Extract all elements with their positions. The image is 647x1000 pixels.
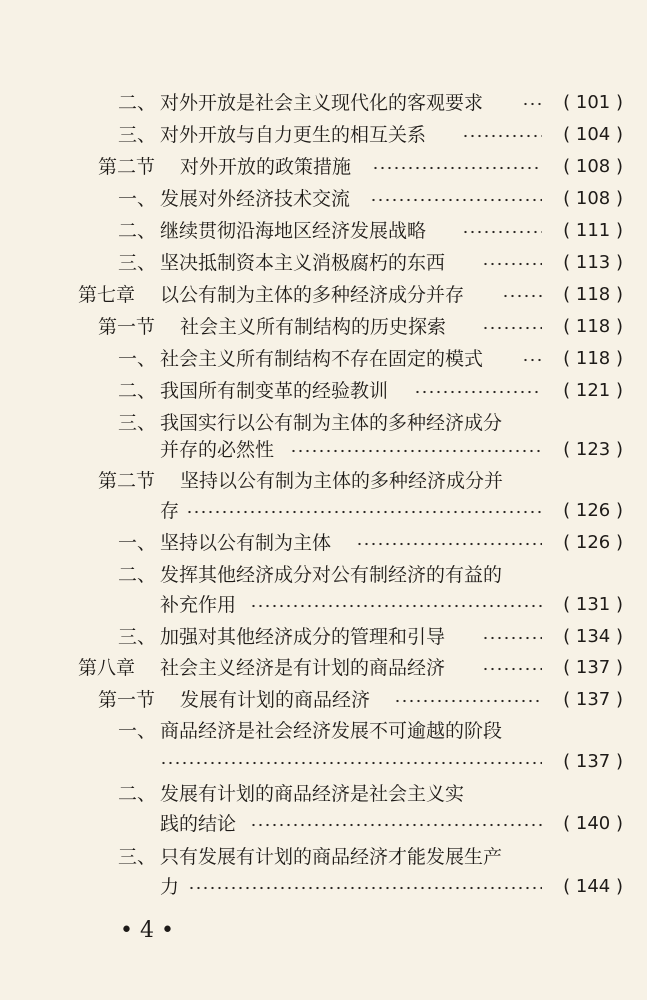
toc-entry-prefix: 三、 xyxy=(118,846,157,868)
toc-page-number: ( 144 ) xyxy=(563,876,623,897)
toc-entry-prefix: 一、 xyxy=(118,188,157,210)
toc-entry xyxy=(0,280,647,310)
toc-entry-title: 力 xyxy=(160,876,180,898)
toc-entry-title: 发展有计划的商品经济 xyxy=(180,689,371,711)
toc-entry-title: 发展有计划的商品经济是社会主义实 xyxy=(160,783,465,805)
toc-entry xyxy=(0,685,647,715)
toc-page-number: ( 118 ) xyxy=(563,316,623,337)
toc-entry-title: 继续贯彻沿海地区经济发展战略 xyxy=(160,220,427,242)
toc-entry-title: 对外开放是社会主义现代化的客观要求 xyxy=(160,92,484,114)
toc-entry xyxy=(0,344,647,374)
toc-entry-prefix: 第二节 xyxy=(98,156,156,178)
toc-entry xyxy=(0,528,647,558)
toc-leader-dots xyxy=(186,510,542,514)
toc-leader-dots xyxy=(394,699,542,703)
toc-page-number: ( 118 ) xyxy=(563,348,623,369)
toc-entry-prefix: 三、 xyxy=(118,252,157,274)
toc-entry xyxy=(0,842,647,872)
toc-page-number: ( 123 ) xyxy=(563,439,623,460)
toc-entry-prefix: 二、 xyxy=(118,220,157,242)
toc-entry xyxy=(0,312,647,342)
toc-entry-title: 发展对外经济技术交流 xyxy=(160,188,351,210)
toc-entry xyxy=(0,466,647,496)
toc-entry xyxy=(0,653,647,683)
toc-page-number: ( 108 ) xyxy=(563,188,623,209)
toc-entry xyxy=(0,779,647,809)
toc-leader-dots xyxy=(370,198,542,202)
toc-entry xyxy=(0,560,647,590)
toc-entry-title: 存 xyxy=(160,500,180,522)
toc-page-number: ( 131 ) xyxy=(563,594,623,615)
toc-page-number: ( 126 ) xyxy=(563,500,623,521)
toc-entry xyxy=(0,408,647,438)
toc-entry xyxy=(0,376,647,406)
toc-leader-dots xyxy=(482,262,542,266)
toc-leader-dots xyxy=(160,761,542,765)
toc-entry-prefix: 第二节 xyxy=(98,470,156,492)
toc-page-number: ( 108 ) xyxy=(563,156,623,177)
toc-entry-prefix: 三、 xyxy=(118,124,157,146)
toc-entry xyxy=(0,622,647,652)
toc-leader-dots xyxy=(356,542,542,546)
page-number-footer: • 4 • xyxy=(120,918,174,943)
toc-page-number: ( 137 ) xyxy=(563,689,623,710)
toc-page-number: ( 118 ) xyxy=(563,284,623,305)
toc-page-number: ( 113 ) xyxy=(563,252,623,273)
toc-entry-prefix: 二、 xyxy=(118,564,157,586)
toc-entry xyxy=(0,747,647,777)
toc-entry-title: 商品经济是社会经济发展不可逾越的阶段 xyxy=(160,720,503,742)
toc-leader-dots xyxy=(522,358,542,362)
toc-entry-title: 对外开放与自力更生的相互关系 xyxy=(160,124,427,146)
toc-leader-dots xyxy=(414,390,542,394)
toc-page-number: ( 101 ) xyxy=(563,92,623,113)
toc-entry xyxy=(0,184,647,214)
toc-entry-prefix: 一、 xyxy=(118,532,157,554)
toc-page-number: ( 140 ) xyxy=(563,813,623,834)
toc-entry-title: 并存的必然性 xyxy=(160,439,275,461)
toc-entry xyxy=(0,88,647,118)
toc-leader-dots xyxy=(502,294,542,298)
toc-entry-prefix: 二、 xyxy=(118,380,157,402)
toc-entry-title: 社会主义所有制结构不存在固定的模式 xyxy=(160,348,484,370)
toc-leader-dots xyxy=(482,636,542,640)
toc-entry xyxy=(0,590,647,620)
toc-entry-title: 社会主义经济是有计划的商品经济 xyxy=(160,657,446,679)
toc-entry-title: 我国所有制变革的经验教训 xyxy=(160,380,389,402)
toc-entry xyxy=(0,716,647,746)
toc-entry xyxy=(0,216,647,246)
toc-leader-dots xyxy=(188,886,542,890)
toc-leader-dots xyxy=(482,667,542,671)
toc-entry-title: 补充作用 xyxy=(160,594,237,616)
toc-entry-title: 只有发展有计划的商品经济才能发展生产 xyxy=(160,846,503,868)
toc-entry xyxy=(0,152,647,182)
toc-entry-title: 坚持以公有制为主体的多种经济成分并 xyxy=(180,470,504,492)
toc-entry-title: 坚决抵制资本主义消极腐朽的东西 xyxy=(160,252,446,274)
toc-entry-prefix: 一、 xyxy=(118,348,157,370)
toc-page-number: ( 104 ) xyxy=(563,124,623,145)
toc-entry-prefix: 第一节 xyxy=(98,316,156,338)
toc-entry-prefix: 三、 xyxy=(118,626,157,648)
toc-entry-title: 坚持以公有制为主体 xyxy=(160,532,332,554)
toc-entry-prefix: 三、 xyxy=(118,412,157,434)
toc-leader-dots xyxy=(482,326,542,330)
toc-entry xyxy=(0,496,647,526)
toc-page-number: ( 137 ) xyxy=(563,751,623,772)
toc-leader-dots xyxy=(372,166,542,170)
toc-entry-prefix: 第七章 xyxy=(78,284,136,306)
toc-entry-title: 加强对其他经济成分的管理和引导 xyxy=(160,626,446,648)
toc-entry xyxy=(0,248,647,278)
toc-page-number: ( 134 ) xyxy=(563,626,623,647)
toc-leader-dots xyxy=(290,449,542,453)
toc-entry-prefix: 一、 xyxy=(118,720,157,742)
toc-entry-title: 以公有制为主体的多种经济成分并存 xyxy=(160,284,465,306)
toc-leader-dots xyxy=(250,604,542,608)
toc-page-number: ( 111 ) xyxy=(563,220,623,241)
toc-entry-prefix: 第八章 xyxy=(78,657,136,679)
toc-entry-title: 践的结论 xyxy=(160,813,237,835)
toc-leader-dots xyxy=(462,134,542,138)
toc-entry-title: 我国实行以公有制为主体的多种经济成分 xyxy=(160,412,503,434)
toc-entry-title: 发挥其他经济成分对公有制经济的有益的 xyxy=(160,564,503,586)
toc-leader-dots xyxy=(462,230,542,234)
toc-entry xyxy=(0,809,647,839)
toc-page-number: ( 126 ) xyxy=(563,532,623,553)
toc-entry xyxy=(0,435,647,465)
toc-entry xyxy=(0,872,647,902)
toc-leader-dots xyxy=(522,102,542,106)
toc-entry-prefix: 二、 xyxy=(118,92,157,114)
toc-entry-title: 社会主义所有制结构的历史探索 xyxy=(180,316,447,338)
toc-page-number: ( 121 ) xyxy=(563,380,623,401)
toc-entry-prefix: 第一节 xyxy=(98,689,156,711)
toc-entry-title: 对外开放的政策措施 xyxy=(180,156,352,178)
toc-leader-dots xyxy=(250,823,542,827)
toc-entry xyxy=(0,120,647,150)
toc-entry-prefix: 二、 xyxy=(118,783,157,805)
toc-page-number: ( 137 ) xyxy=(563,657,623,678)
